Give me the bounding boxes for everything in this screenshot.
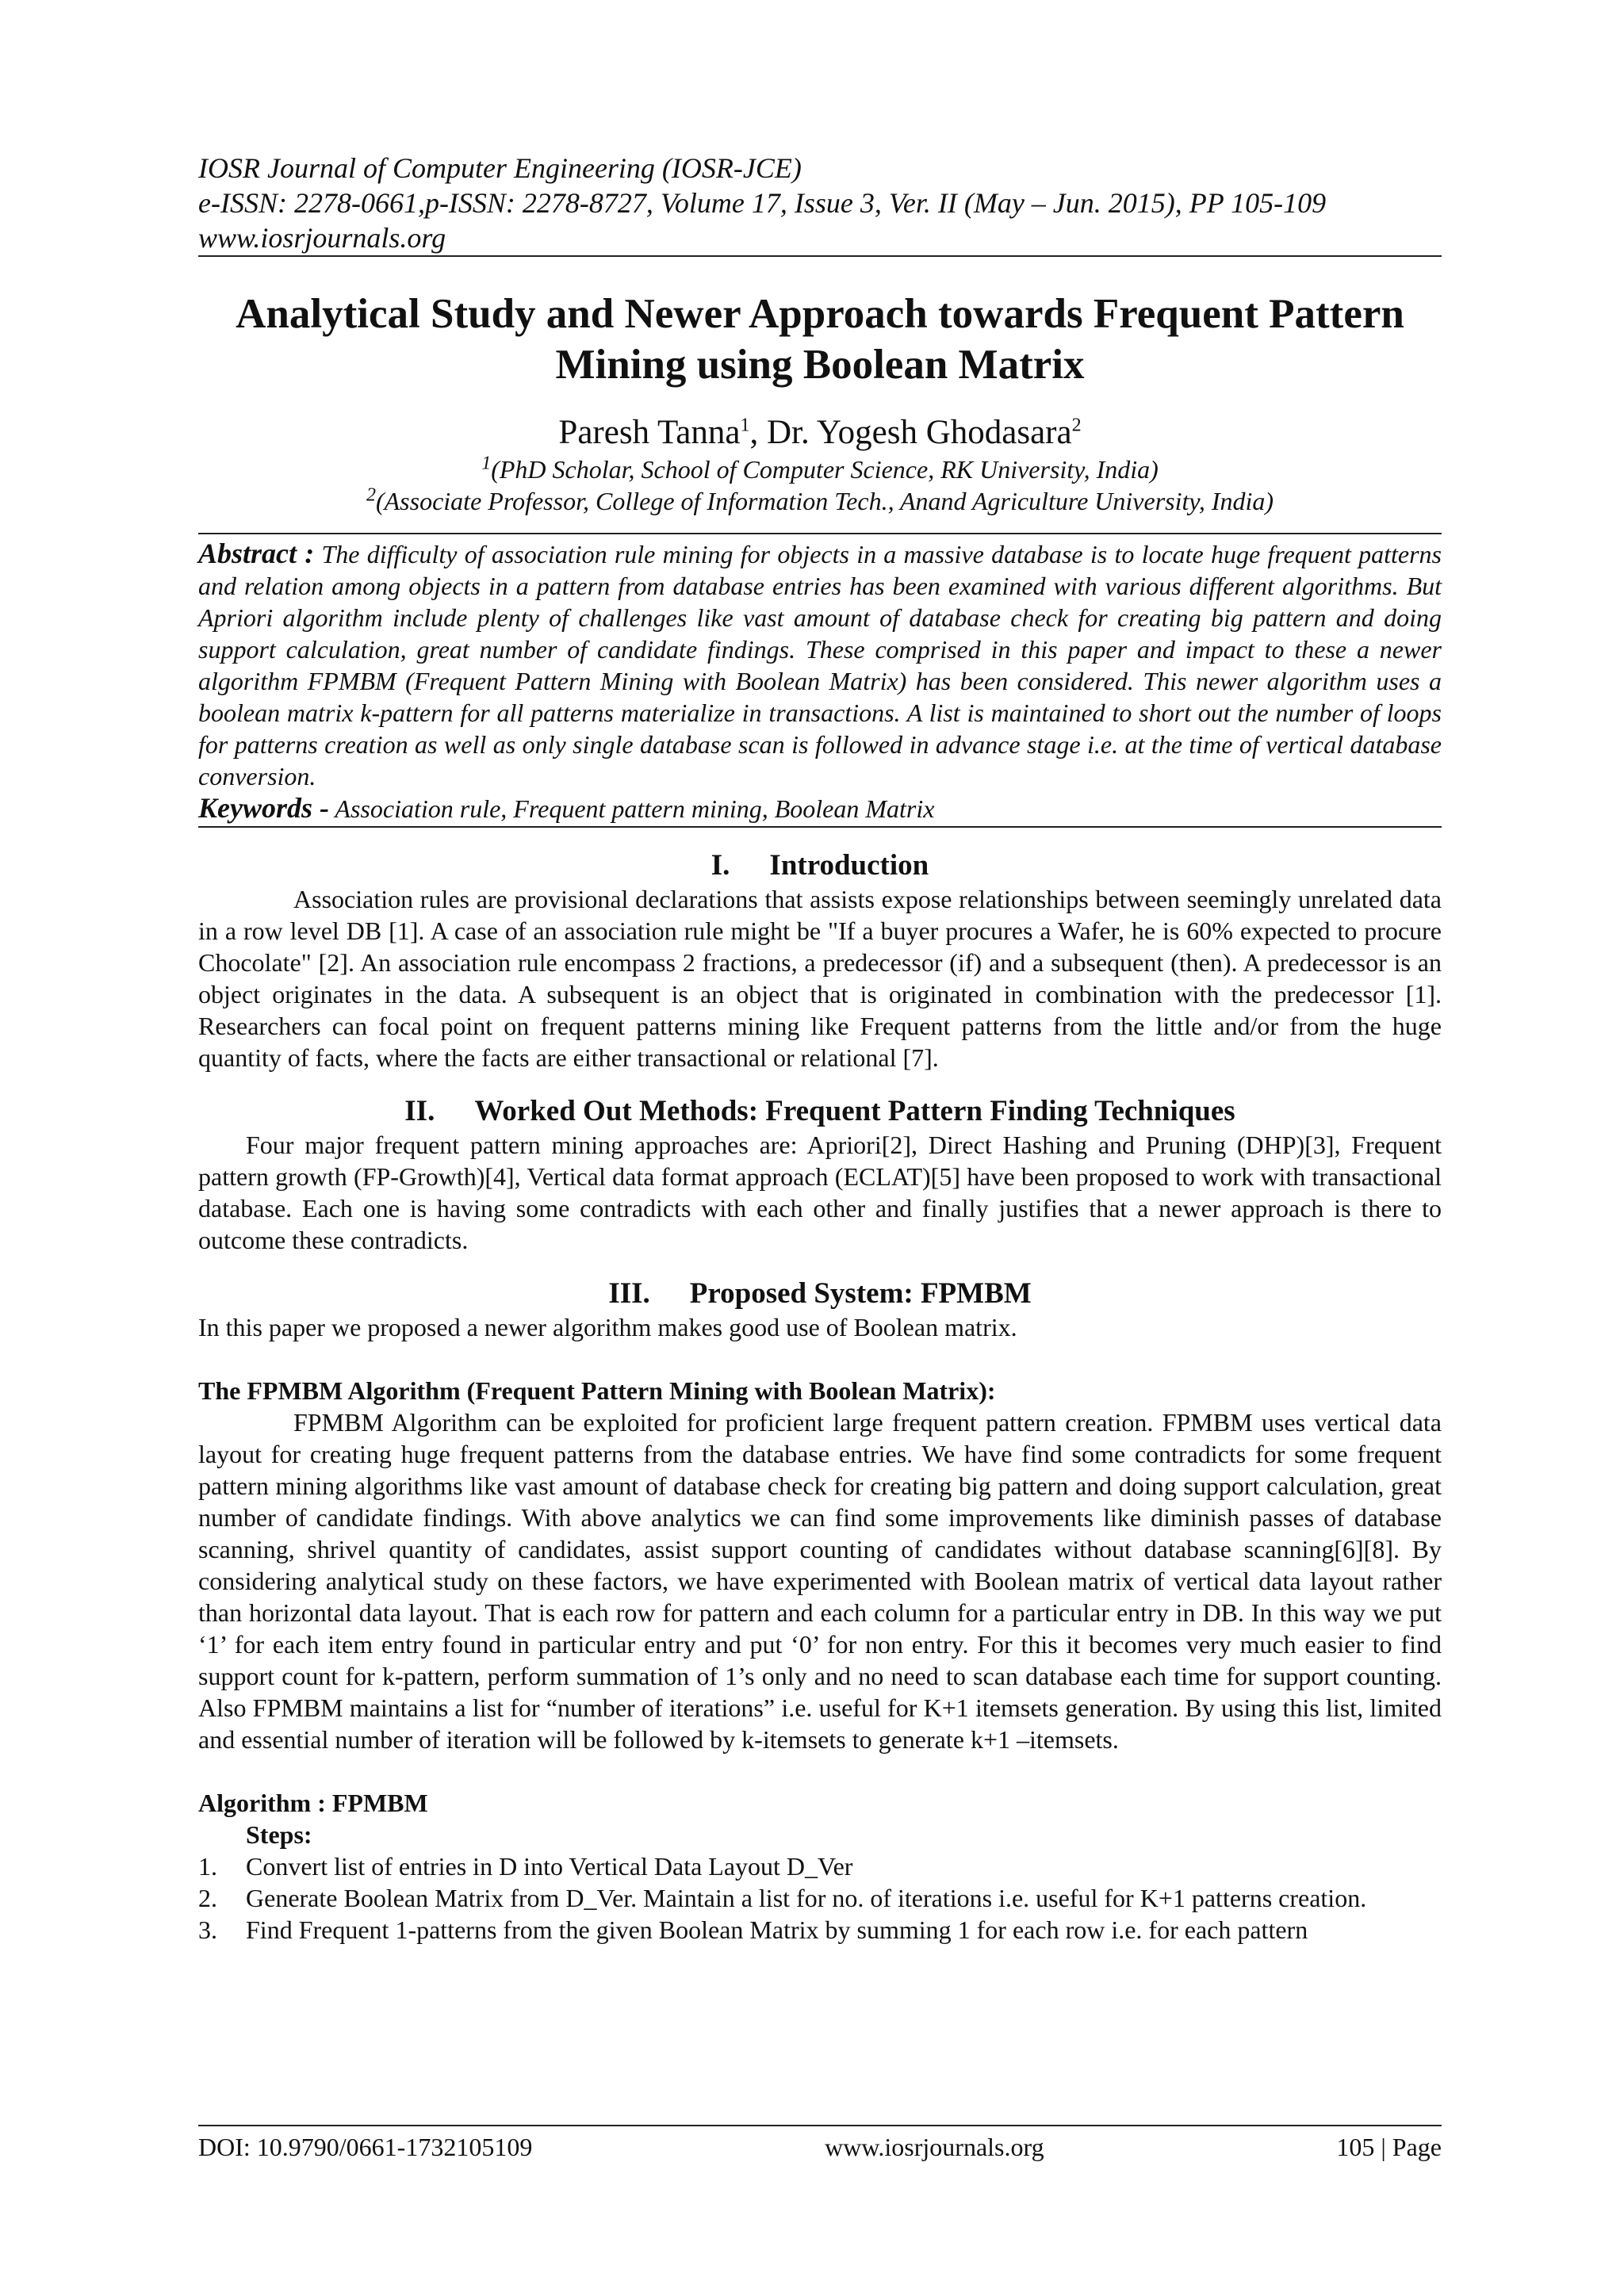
title-line-2: Mining using Boolean Matrix [555, 342, 1085, 388]
section-3-number: III. [608, 1277, 650, 1310]
affiliation-1-text: (PhD Scholar, School of Computer Science, RK University, India) [491, 455, 1159, 484]
step-text: Convert list of entries in D into Vertical Data Layout D_Ver [246, 1852, 853, 1881]
abstract [198, 538, 1442, 792]
author-2-sup: 2 [1071, 415, 1082, 436]
keywords-label: Keywords - [198, 792, 329, 824]
section-1-paragraph: Association rules are provisional declarations that assists expose relationships between seemingly unrelated data in a row level DB [1]. A case of an association rule might be "If a buyer procures a Wafer, he is 60% expected to procure Chocolate" [2]. An association rule encompass 2 fractions, a predecessor (if) and a subsequent (then). A predecessor is an object originates in the data. A subsequent is an object that is originated in combination with the predecessor [1]. Researchers can focal point on frequent patterns mining like Frequent patterns from the little and/or from the huge quantity of facts, where the facts are either transactional or relational [7]. [198, 885, 1442, 1072]
step-number: 3. [198, 1915, 217, 1944]
fpmbm-heading: The FPMBM Algorithm (Frequent Pattern Mining with Boolean Matrix): [198, 1376, 996, 1405]
algorithm-heading: Algorithm : FPMBM [198, 1789, 428, 1817]
section-3-heading [198, 1276, 1442, 1311]
affiliation-1 [198, 453, 1442, 485]
author-separator: , [749, 414, 767, 451]
abstract-text: The difficulty of association rule mining for objects in a massive database is to locate huge frequent patterns and relation among objects in a pattern from database entries has been examined with various different algorithms. But Apriori algorithm include plenty of challenges like vast amount of database check for creating big pattern and doing support calculation, great number of candidate findings. These comprised in this paper and impact to these a newer algorithm FPMBM (Frequent Pattern Mining with Boolean Matrix) has been considered. This newer algorithm uses a boolean matrix k-pattern for all patterns materialize in transactions. A list is maintained to short out the number of loops for patterns creation as well as only single database scan is followed in advance stage i.e. at the time of vertical database conversion. [198, 540, 1442, 790]
affiliation-1-sup: 1 [481, 453, 492, 474]
list-item [198, 1850, 1442, 1882]
step-number: 1. [198, 1852, 217, 1881]
keywords-text: Association rule, Frequent pattern mining, Boolean Matrix [329, 794, 935, 823]
list-item [198, 1914, 1442, 1946]
affiliation-2 [198, 485, 1442, 517]
section-1-title: Introduction [769, 849, 929, 882]
step-text: Generate Boolean Matrix from D_Ver. Maintain a list for no. of iterations i.e. useful for K+1 patterns creation. [246, 1884, 1367, 1912]
section-2-heading [198, 1094, 1442, 1129]
list-item [198, 1882, 1442, 1914]
section-1-heading [198, 848, 1442, 883]
journal-name: IOSR Journal of Computer Engineering (IOSR-JCE) [198, 152, 802, 184]
section-2-paragraph: Four major frequent pattern mining approaches are: Apriori[2], Direct Hashing and Pruning (DHP)[3], Frequent pattern growth (FP-Growth)[4], Vertical data format approach (ECLAT)[5] have been proposed to work with transactional database. Each one is having some contradicts with each other and finally justifies that a newer approach is there to outcome these contradicts. [198, 1131, 1442, 1254]
footer-website: www.iosrjournals.org [825, 2133, 1044, 2161]
journal-header [198, 151, 1442, 255]
author-1-sup: 1 [740, 415, 750, 436]
section-2-number: II. [404, 1095, 435, 1127]
steps-label: Steps: [246, 1820, 312, 1849]
fpmbm-paragraph: FPMBM Algorithm can be exploited for proficient large frequent pattern creation. FPMBM uses vertical data layout for creating huge frequent patterns from the database entries. We have find some contradicts for some frequent pattern mining algorithms like vast amount of database check for creating big pattern and doing support calculation, great number of candidate findings. With above analytics we can find some improvements like diminish passes of database scanning, shrivel quantity of candidates, assist support counting of candidates without database scanning[6][8]. By considering analytical study on these factors, we have experimented with Boolean matrix of vertical data layout rather than horizontal data layout. That is each row for pattern and each column for a particular entry in DB. In this way we put ‘1’ for each item entry found in particular entry and put ‘0’ for non entry. For this it becomes very much easier to find support count for k-pattern, perform summation of 1’s only and no need to scan database each time for support counting. Also FPMBM maintains a list for “number of iterations” i.e. useful for K+1 itemsets generation. By using this list, limited and essential number of iteration will be followed by k-itemsets to generate k+1 –itemsets. [198, 1408, 1442, 1754]
abstract-label: Abstract : [198, 538, 315, 569]
algorithm-steps [198, 1850, 1442, 1946]
footer-doi: DOI: 10.9790/0661-1732105109 [198, 2133, 533, 2161]
affiliation-2-text: (Associate Professor, College of Information Tech., Anand Agriculture University, India) [375, 487, 1274, 515]
header-rule [198, 255, 1442, 257]
author-1-name: Paresh Tanna [558, 414, 741, 451]
section-3-paragraph: In this paper we proposed a newer algorithm makes good use of Boolean matrix. [198, 1313, 1017, 1341]
journal-website: www.iosrjournals.org [198, 222, 446, 254]
section-1-number: I. [710, 849, 730, 882]
step-number: 2. [198, 1884, 217, 1912]
paper-page [198, 151, 1442, 1946]
page-footer [198, 2125, 1442, 2163]
abstract-bottom-rule [198, 826, 1442, 828]
paper-title [198, 289, 1442, 390]
author-list [198, 412, 1442, 453]
keywords [198, 792, 1442, 825]
section-3-title: Proposed System: FPMBM [689, 1277, 1032, 1310]
abstract-top-rule [198, 533, 1442, 534]
author-2-name: Dr. Yogesh Ghodasara [766, 414, 1072, 451]
journal-issn-volume: e-ISSN: 2278-0661,p-ISSN: 2278-8727, Volume 17, Issue 3, Ver. II (May – Jun. 2015), PP 105-109 [198, 187, 1327, 219]
footer-page-number: 105 | Page [1336, 2133, 1442, 2161]
affiliation-2-sup: 2 [366, 484, 376, 506]
title-line-1: Analytical Study and Newer Approach towards Frequent Pattern [236, 291, 1404, 337]
step-text: Find Frequent 1-patterns from the given Boolean Matrix by summing 1 for each row i.e. for each pattern [246, 1915, 1308, 1944]
section-2-title: Worked Out Methods: Frequent Pattern Finding Techniques [474, 1095, 1235, 1127]
